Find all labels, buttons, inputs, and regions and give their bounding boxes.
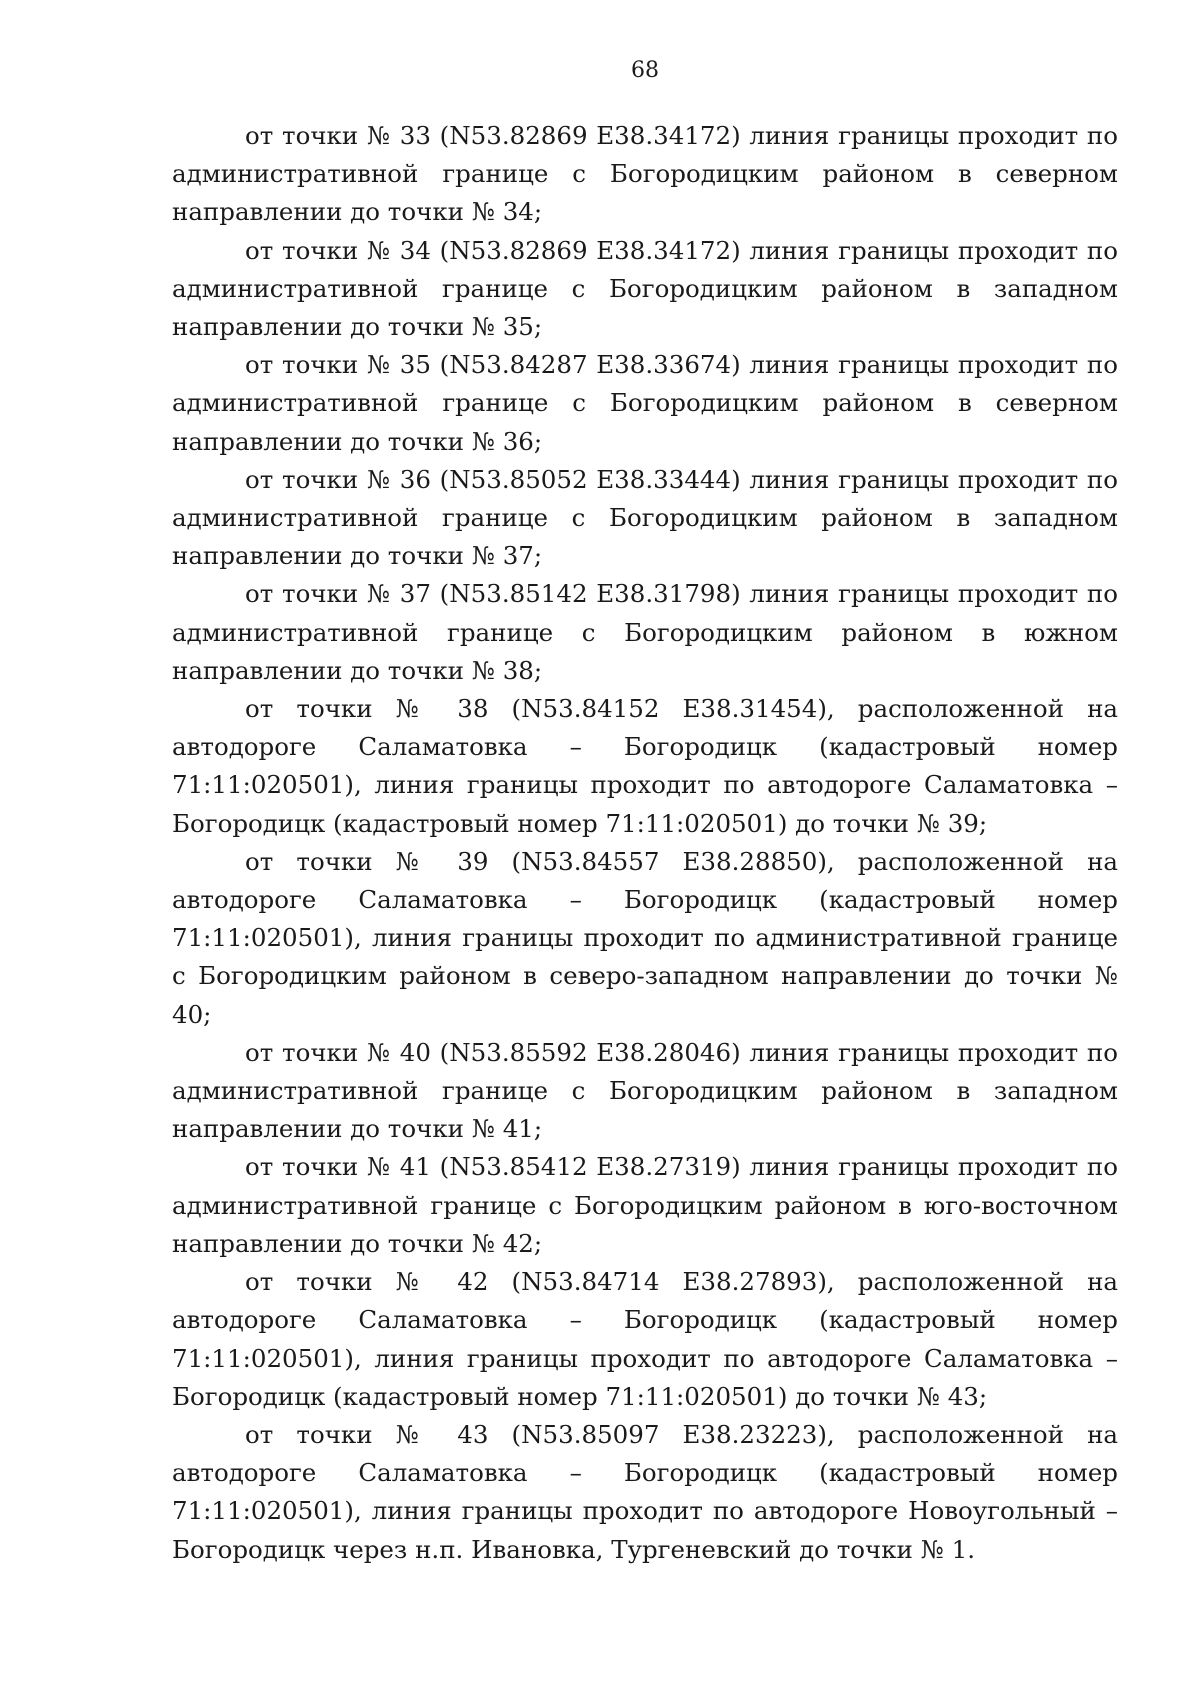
paragraph-point-33: от точки № 33 (N53.82869 E38.34172) линия границы проходит по административной границе с Богородицким районом в северном направлении до точки № 34;	[172, 121, 1118, 227]
page-number: 68	[631, 58, 659, 83]
paragraph-point-39: от точки № 39 (N53.84557 E38.28850), расположенной на автодороге Саламатовка – Богородицк (кадастровый номер 71:11:020501), линия границы проходит по административной границе с Богородицким районом в северо-западном направлении до точки № 40;	[172, 846, 1118, 1029]
paragraph-point-41: от точки № 41 (N53.85412 E38.27319) линия границы проходит по административной границе с Богородицким районом в юго-восточном направлении до точки № 42;	[172, 1152, 1118, 1258]
paragraph-point-38: от точки № 38 (N53.84152 E38.31454), расположенной на автодороге Саламатовка – Богородицк (кадастровый номер 71:11:020501), линия границы проходит по автодороге Саламатовка – Богородицк (кадастровый номер 71:11:020501) до точки № 39;	[172, 694, 1118, 838]
document-body	[172, 117, 1118, 1569]
paragraph-point-34: от точки № 34 (N53.82869 E38.34172) линия границы проходит по административной границе с Богородицким районом в западном направлении до точки № 35;	[172, 235, 1118, 342]
paragraph-point-35: от точки № 35 (N53.84287 E38.33674) линия границы проходит по административной границе с Богородицким районом в северном направлении до точки № 36;	[172, 350, 1118, 456]
paragraph-point-43: от точки № 43 (N53.85097 E38.23223), расположенной на автодороге Саламатовка – Богородицк (кадастровый номер 71:11:020501), линия границы проходит по автодороге Новоугольный – Богородицк через н.п. Ивановка, Тургеневский до точки № 1.	[172, 1419, 1118, 1564]
paragraph-point-40: от точки № 40 (N53.85592 E38.28046) линия границы проходит по административной границе с Богородицким районом в западном направлении до точки № 41;	[172, 1037, 1118, 1144]
paragraph-point-37: от точки № 37 (N53.85142 E38.31798) линия границы проходит по административной границе с Богородицким районом в южном направлении до точки № 38;	[172, 579, 1118, 685]
paragraph-point-42: от точки № 42 (N53.84714 E38.27893), расположенной на автодороге Саламатовка – Богородицк (кадастровый номер 71:11:020501), линия границы проходит по автодороге Саламатовка – Богородицк (кадастровый номер 71:11:020501) до точки № 43;	[172, 1267, 1118, 1411]
paragraph-point-36: от точки № 36 (N53.85052 E38.33444) линия границы проходит по административной границе с Богородицким районом в западном направлении до точки № 37;	[172, 464, 1118, 571]
